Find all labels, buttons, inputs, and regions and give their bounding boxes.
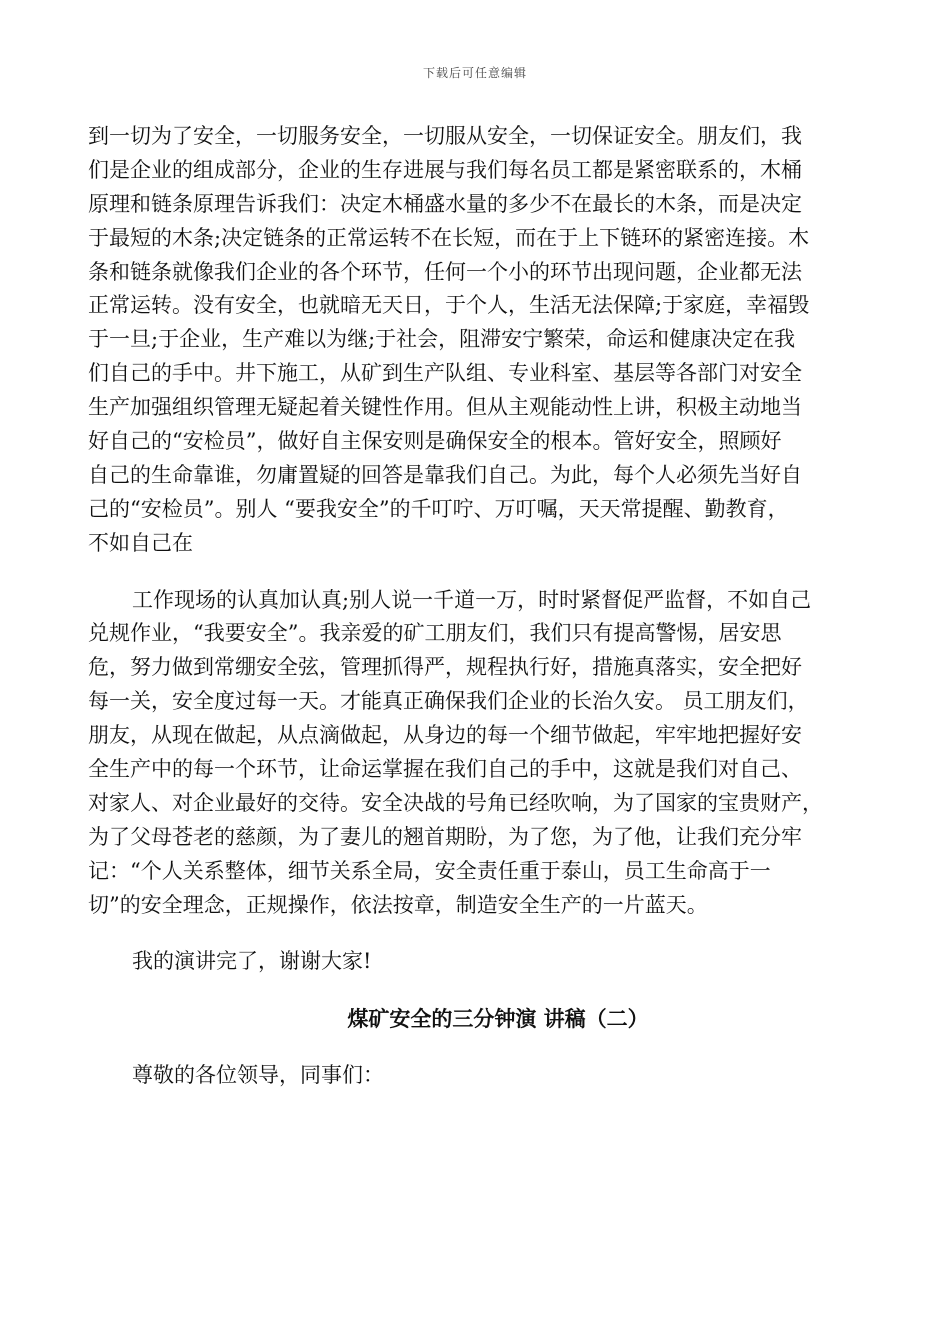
text-line: 对家人、对企业最好的交待。安全决战的号角已经吹响，为了国家的宝贵财产， xyxy=(88,790,823,815)
page-header: 下载后可任意编辑 xyxy=(422,66,527,80)
text-line: 记：“个人关系整体，细节关系全局，安全责任重于泰山，员工生命高于一 xyxy=(88,858,771,883)
salutation-line: 尊敬的各位领导，同事们： xyxy=(132,1063,384,1088)
text-line: 于一旦;于企业，生产难以为继;于社会，阻滞安宁繁荣，命运和健康决定在我 xyxy=(88,327,796,352)
text-line: 生产加强组织管理无疑起着关键性作用。但从主观能动性上讲，积极主动地当 xyxy=(88,395,802,420)
text-line: 到一切为了安全，一切服务安全，一切服从安全，一切保证安全。朋友们，我 xyxy=(88,124,802,148)
text-line: 们自己的手中。井下施工，从矿到生产队组、专业科室、基层等各部门对安全 xyxy=(88,361,802,386)
text-line: 工作现场的认真加认真;别人说一千道一万，时时紧督促严监督，不如自己 xyxy=(132,587,812,612)
text-line: 不如自己在 xyxy=(88,530,193,555)
document-body xyxy=(88,120,868,1093)
text-line: 们是企业的组成部分，企业的生存进展与我们每名员工都是紧密联系的，木桶 xyxy=(88,157,802,182)
text-line: 每一关，安全度过每一天。才能真正确保我们企业的长治久安。 员工朋友们， xyxy=(88,689,809,714)
paragraph xyxy=(88,120,868,561)
paragraph xyxy=(88,584,868,923)
text-line: 全生产中的每一个环节，让命运掌握在我们自己的手中，这就是我们对自己、 xyxy=(88,757,802,782)
text-line: 原理和链条原理告诉我们：决定木桶盛水量的多少不在最长的木条，而是决定 xyxy=(88,191,802,216)
text-line: 朋友，从现在做起，从点滴做起，从身边的每一个细节做起，牢牢地把握好安 xyxy=(88,723,802,748)
text-line: 危，努力做到常绷安全弦，管理抓得严，规程执行好，措施真落实，安全把好 xyxy=(88,655,802,680)
text-line: 兑规作业，“我要安全”。我亲爱的矿工朋友们，我们只有提高警惕，居安思 xyxy=(88,621,782,646)
text-line: 自己的生命靠谁，勿庸置疑的回答是靠我们自己。为此，每个人必须先当好自 xyxy=(88,462,802,487)
closing-line: 我的演讲完了，谢谢大家! xyxy=(132,949,372,974)
text-line: 为了父母苍老的慈颜，为了妻儿的翘首期盼，为了您，为了他，让我们充分牢 xyxy=(88,824,802,849)
text-line: 正常运转。没有安全，也就暗无天日，于个人，生活无法保障;于家庭，幸福毁 xyxy=(88,293,810,318)
text-line: 条和链条就像我们企业的各个环节，任何一个小的环节出现问题，企业都无法 xyxy=(88,259,802,284)
text-line: 己的“安检员”。别人 “要我安全”的千叮咛、万叮嘱，天天常提醒、勤教育， xyxy=(88,496,789,521)
section-title: 煤矿安全的三分钟演 讲稿（二） xyxy=(347,1006,649,1032)
text-line: 切”的安全理念，正规操作，依法按章，制造安全生产的一片蓝天。 xyxy=(88,892,708,917)
text-line: 好自己的“安检员”，做好自主保安则是确保安全的根本。管好安全，照顾好 xyxy=(88,429,782,454)
text-line: 于最短的木条;决定链条的正常运转不在长短，而在于上下链环的紧密连接。木 xyxy=(88,225,810,250)
